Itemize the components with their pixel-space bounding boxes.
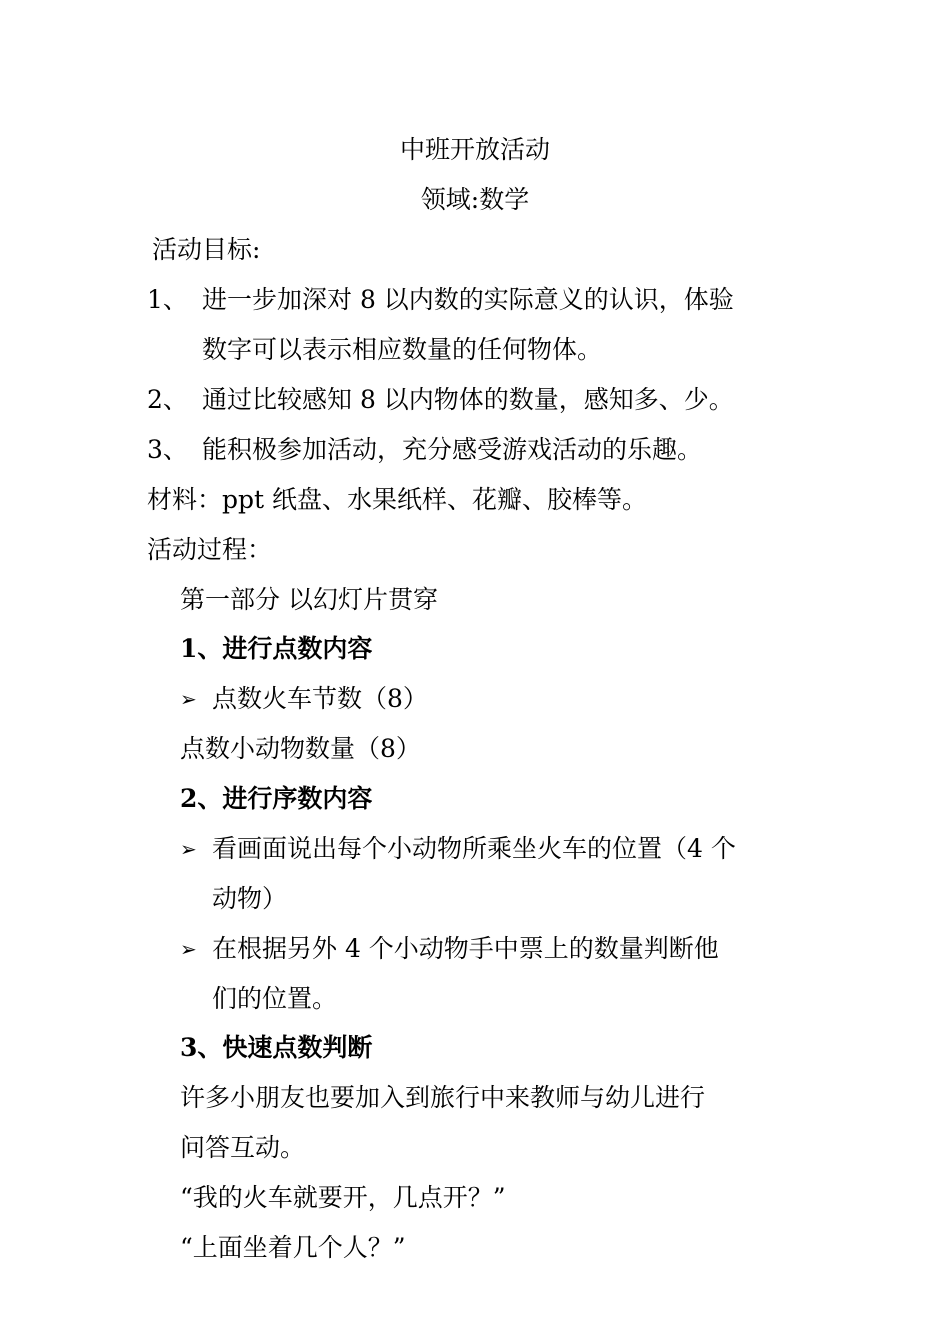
section-2-bullet-1-line-1: 看画面说出每个小动物所乘坐火车的位置（4 个 [212,834,736,863]
section-1-line-2: 点数小动物数量（8） [180,734,421,763]
goals-heading: 活动目标: [152,235,261,264]
goal-3-number: 3、 [147,435,188,464]
section-3-heading: 3、快速点数判断 [180,1033,373,1062]
section-3-paragraph-line-2: 问答互动。 [180,1133,306,1162]
bullet-arrow-icon: ➢ [180,837,197,861]
section-2-bullet-2-line-1: 在根据另外 4 个小动物手中票上的数量判断他 [212,934,719,963]
goal-2-number: 2、 [147,385,188,414]
section-2-heading: 2、进行序数内容 [180,784,373,813]
process-heading: 活动过程： [147,535,273,564]
section-3-quote-2: “上面坐着几个人？” [180,1233,406,1262]
part-1-title: 第一部分 以幻灯片贯穿 [180,585,438,614]
document-title: 中班开放活动 [399,135,550,164]
goal-1-number: 1、 [147,285,188,314]
bullet-arrow-icon: ➢ [180,937,197,961]
goal-3-line-1: 能积极参加活动，充分感受游戏活动的乐趣。 [202,435,703,464]
section-3-paragraph-line-1: 许多小朋友也要加入到旅行中来教师与幼儿进行 [180,1083,706,1112]
section-2-bullet-2-line-2: 们的位置。 [212,984,338,1013]
goal-1-line-2: 数字可以表示相应数量的任何物体。 [202,335,603,364]
section-1-bullet-1: 点数火车节数（8） [212,684,428,713]
section-3-quote-1: “我的火车就要开，几点开？” [180,1183,506,1212]
section-1-heading: 1、进行点数内容 [180,634,373,663]
goal-2-line-1: 通过比较感知 8 以内物体的数量，感知多、少。 [202,385,734,414]
section-2-bullet-1-line-2: 动物） [212,884,288,913]
bullet-arrow-icon: ➢ [180,687,197,711]
document-domain: 领域:数学 [420,185,530,214]
goal-1-line-1: 进一步加深对 8 以内数的实际意义的认识，体验 [202,285,734,314]
materials-line: 材料：ppt 纸盘、水果纸样、花瓣、胶棒等。 [147,485,648,514]
